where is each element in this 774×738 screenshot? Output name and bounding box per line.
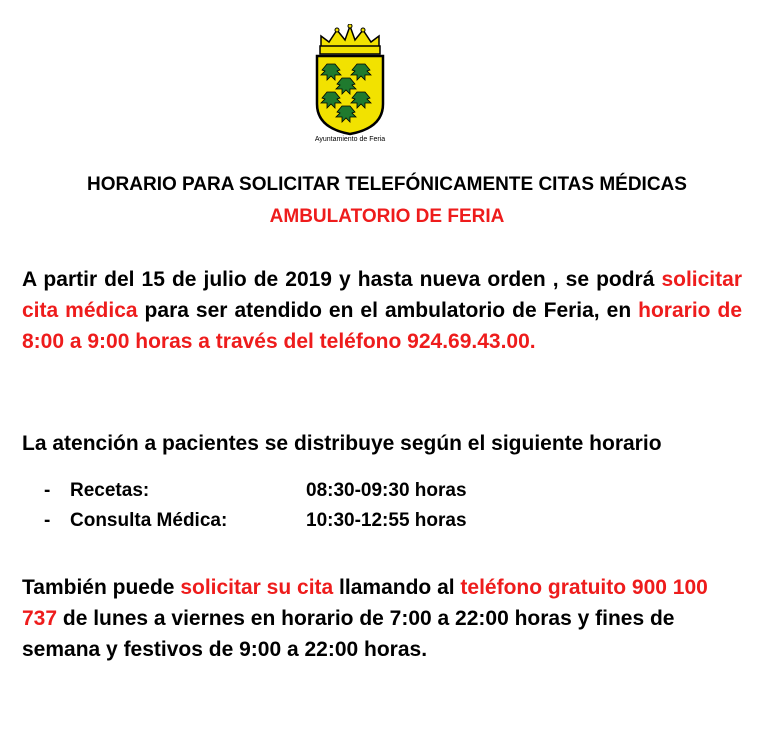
intro-text-1: A partir del 15 de julio de 2019 y hasta nueva orden , se podrá [22,268,662,291]
intro-paragraph [22,264,742,357]
intro-highlight-2: horario de 8:00 a 9:00 horas a través del teléfono 924.69.43.00. [22,299,743,353]
closing-highlight-2: teléfono gratuito 900 100 737 [22,576,708,630]
crest-caption: Ayuntamiento de Feria [314,136,386,143]
crest-logo [300,24,400,148]
schedule-row-consulta [44,506,467,536]
schedule-time: 08:30-09:30 horas [306,480,467,501]
list-dash: - [44,480,51,501]
list-dash: - [44,510,51,531]
schedule-label: Consulta Médica: [70,510,228,531]
closing-paragraph [22,572,742,665]
schedule-time: 10:30-12:55 horas [306,510,467,531]
schedule-list [44,476,467,536]
page-title: HORARIO PARA SOLICITAR TELEFÓNICAMENTE CITAS MÉDICAS [87,174,687,195]
schedule-label: Recetas: [70,480,150,501]
schedule-intro: La atención a pacientes se distribuye según el siguiente horario [22,432,662,455]
coat-of-arms-icon [307,24,393,136]
closing-text-2: llamando al [333,576,461,599]
intro-highlight-1: solicitar cita médica [22,268,742,322]
closing-highlight-1: solicitar su cita [180,576,334,599]
closing-text-1: También puede [22,576,181,599]
closing-text-3: de lunes a viernes en horario de 7:00 a 22:00 horas y fines de semana y festivos de 9:00 a 22:00 horas. [22,607,675,661]
intro-text-2: para ser atendido en el ambulatorio de Feria, en [137,299,639,322]
schedule-row-recetas [44,476,467,506]
page-subtitle: AMBULATORIO DE FERIA [269,206,505,227]
